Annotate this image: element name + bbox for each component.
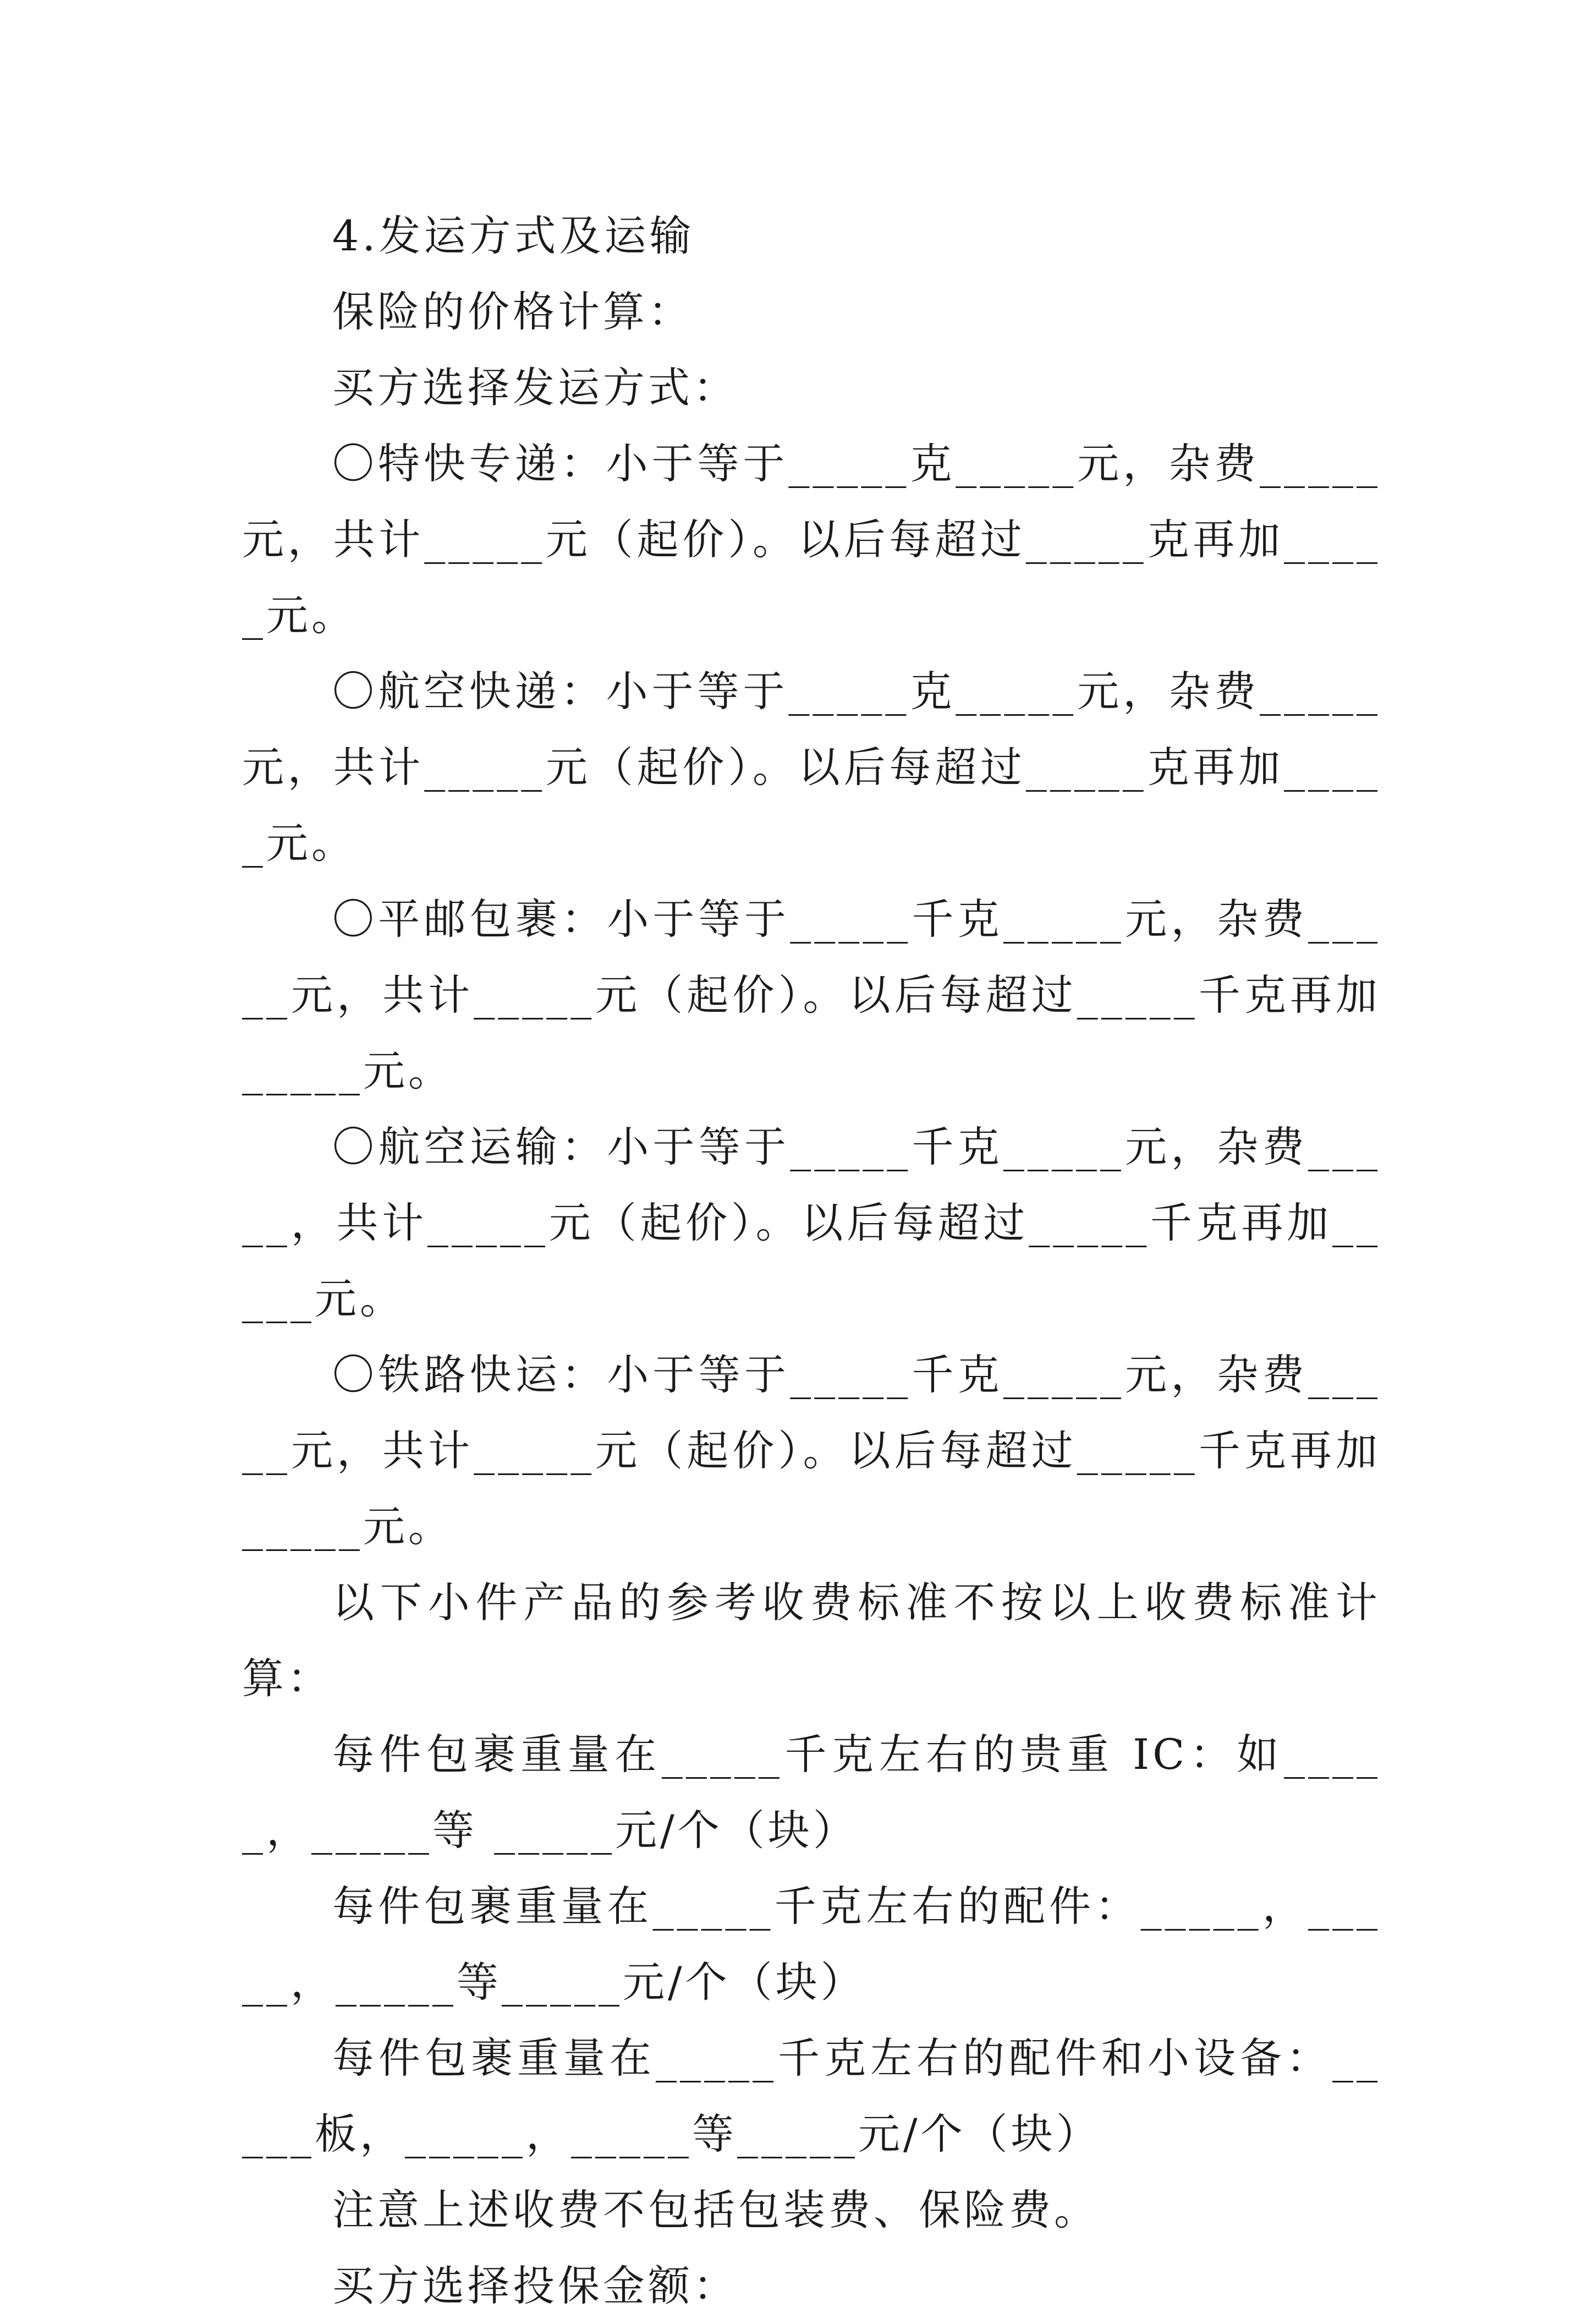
option-rail-express: 〇铁路快运：小于等于_____千克_____元，杂费_____元，共计_____元（起价）。以后每超过_____千克再加_____元。 [242,1350,1381,1551]
paragraph-accessories: 每件包裹重量在_____千克左右的配件：_____，_____，_____等_____元/个（块） [242,1882,1381,2007]
paragraph-price-calc: 保险的价格计算： [332,287,693,336]
paragraph-fee-note: 注意上述收费不包括包装费、保险费。 [332,2185,1099,2234]
document-body [242,198,1381,2324]
option-air-transport: 〇航空运输：小于等于_____千克_____元，杂费_____，共计_____元（起价）。以后每超过_____千克再加_____元。 [242,1122,1381,1323]
paragraph-accessories-devices: 每件包裹重量在_____千克左右的配件和小设备：_____板，_____，_____等_____元/个（块） [242,2034,1381,2158]
section-heading: 4.发运方式及运输 [332,211,695,260]
paragraph-shipping-choice: 买方选择发运方式： [332,363,738,412]
option-express-courier: 〇特快专递：小于等于_____克_____元，杂费_____元，共计_____元（起价）。以后每超过_____克再加_____元。 [242,439,1381,640]
option-air-express: 〇航空快递：小于等于_____克_____元，杂费_____元，共计_____元（起价）。以后每超过_____克再加_____元。 [242,667,1381,868]
paragraph-small-items-note: 以下小件产品的参考收费标准不按以上收费标准计算： [242,1578,1381,1703]
option-surface-parcel: 〇平邮包裹：小于等于_____千克_____元，杂费_____元，共计_____元（起价）。以后每超过_____千克再加_____元。 [242,895,1381,1095]
paragraph-insurance-amount: 买方选择投保金额： [332,2261,738,2310]
paragraph-valuable-ic: 每件包裹重量在_____千克左右的贵重 IC：如_____，_____等 _____元/个（块） [242,1730,1381,1855]
